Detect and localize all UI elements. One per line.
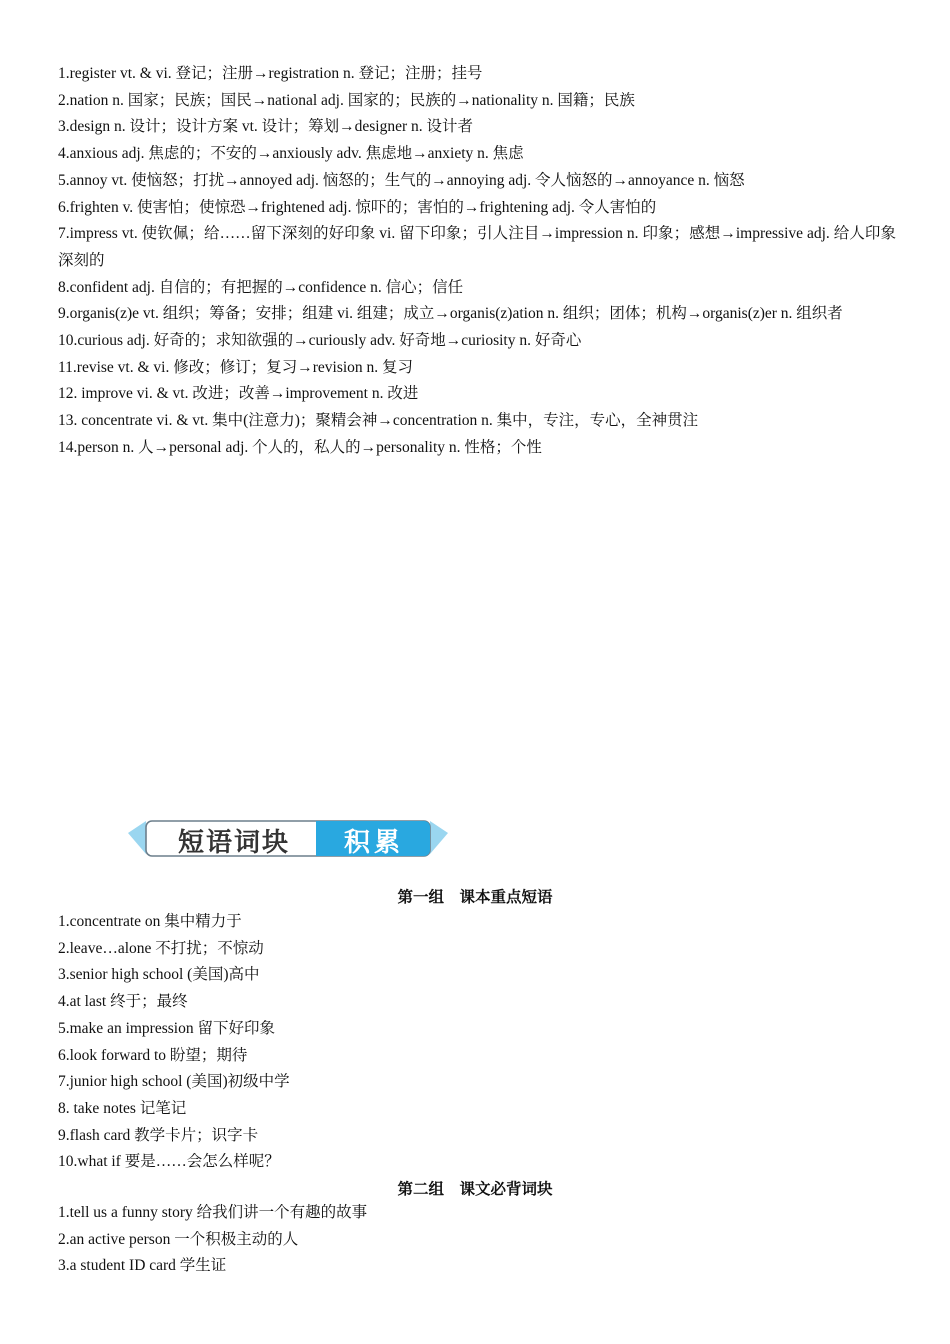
section-banner [128,818,448,860]
vocab-entry-8: 8.confident adj. 自信的；有把握的→confidence n. 信心；信任 [58,278,464,296]
phrase-item: 2.leave…alone 不打扰；不惊动 [58,939,264,957]
phrase-item: 10.what if 要是……会怎么样呢？ [58,1153,280,1171]
vocab-entry-1: 1.register vt. & vi. 登记；注册→registration n. 登记；注册；挂号 [58,65,483,82]
group2-list [58,1200,367,1280]
chunk-item: 2.an active person 一个积极主动的人 [58,1230,299,1248]
vocab-entry-3: 3.design n. 设计；设计方案 vt. 设计；筹划→designer n. 设计者 [58,118,474,136]
vocab-entry-10: 10.curious adj. 好奇的；求知欲强的→curiously adv. 好奇地→curiosity n. 好奇心 [58,332,582,350]
vocab-entry-7: 7.impress vt. 使钦佩；给……留下深刻的好印象 vi. 留下印象；引人注目→impression n. 印象；感想→impressive adj. 给人印象深刻的 [58,225,896,269]
vocab-entry-11: 11.revise vt. & vi. 修改；修订；复习→revision n. 复习 [58,358,414,376]
group1-list [58,909,290,1176]
phrase-item: 6.look forward to 盼望；期待 [58,1046,248,1064]
banner-right-text: 积累 [344,828,405,858]
group1-heading: 第一组 课本重点短语 [397,889,553,906]
chunk-item: 3.a student ID card 学生证 [58,1257,227,1275]
chunk-item: 1.tell us a funny story 给我们讲一个有趣的故事 [58,1204,368,1221]
phrase-item: 9.flash card 教学卡片；识字卡 [58,1126,259,1144]
phrase-item: 5.make an impression 留下好印象 [58,1019,275,1037]
group2-heading: 第二组 课文必背词块 [397,1181,553,1198]
vocab-entry-13: 13. concentrate vi. & vt. 集中(注意力)；聚精会神→concentration n. 集中，专注，专心，全神贯注 [58,412,699,430]
phrase-item: 7.junior high school (美国)初级中学 [58,1073,290,1091]
phrase-item: 8. take notes 记笔记 [58,1099,187,1117]
vocab-entry-12: 12. improve vi. & vt. 改进；改善→improvement n. 改进 [58,385,419,403]
banner-left-text: 短语词块 [178,828,291,858]
vocabulary-list [58,61,896,462]
phrase-item: 1.concentrate on 集中精力于 [58,913,242,930]
vocab-entry-6: 6.frighten v. 使害怕；使惊恐→frightened adj. 惊吓的；害怕的→frightening adj. 令人害怕的 [58,198,657,216]
phrase-item: 3.senior high school (美国)高中 [58,966,260,984]
vocab-entry-2: 2.nation n. 国家；民族；国民→national adj. 国家的；民族的→nationality n. 国籍；民族 [58,91,635,109]
vocab-entry-9: 9.organis(z)e vt. 组织；筹备；安排；组建 vi. 组建；成立→organis(z)ation n. 组织；团体；机构→organis(z)er n. 组织者 [58,305,843,323]
vocab-entry-14: 14.person n. 人→personal adj. 个人的，私人的→personality n. 性格；个性 [58,438,542,456]
vocab-entry-4: 4.anxious adj. 焦虑的；不安的→anxiously adv. 焦虑地→anxiety n. 焦虑 [58,145,524,163]
phrase-item: 4.at last 终于；最终 [58,993,188,1011]
vocab-entry-5: 5.annoy vt. 使恼怒；打扰→annoyed adj. 恼怒的；生气的→annoying adj. 令人恼怒的→annoyance n. 恼怒 [58,171,745,189]
